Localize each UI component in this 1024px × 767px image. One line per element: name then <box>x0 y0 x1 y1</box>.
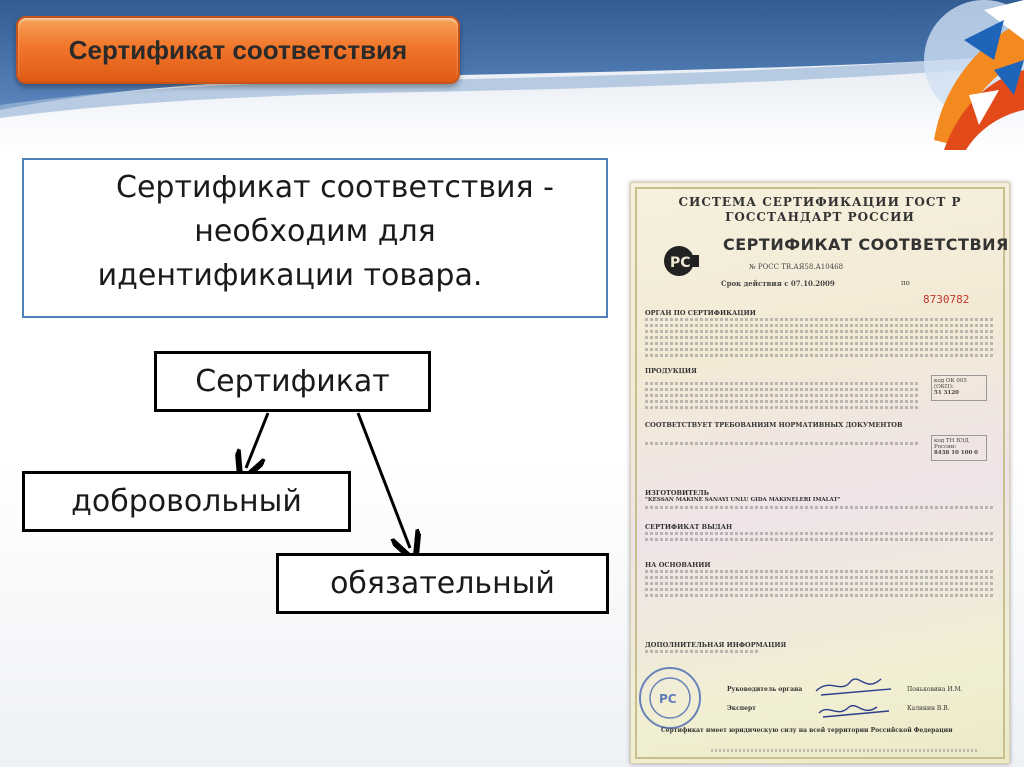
certificate-head-label: Руководитель органа <box>727 686 803 693</box>
certificate-code-okp-label: код ОК 005 (ОКП): <box>934 378 967 390</box>
certificate-extra-text <box>645 647 759 656</box>
arrow-to-voluntary <box>246 413 268 468</box>
certificate-footer-fineprint <box>711 749 979 752</box>
node-mandatory-label: обязательный <box>330 566 555 601</box>
certificate-stamp-icon <box>637 665 703 731</box>
statement-line-1: Сертификат соответствия - <box>116 170 554 205</box>
certificate-organ-text <box>645 315 995 360</box>
certificate-number <box>749 263 843 271</box>
node-certificate <box>154 351 431 412</box>
statement-box <box>22 158 608 318</box>
certificate-code-okp <box>931 375 987 401</box>
svg-text:PC: PC <box>670 255 691 271</box>
corner-arrows-logo-icon <box>874 0 1024 150</box>
certificate-validity-to: по <box>901 279 910 287</box>
certificate-section-manufacturer: ИЗГОТОВИТЕЛЬ <box>645 489 710 497</box>
certificate-section-issued: СЕРТИФИКАТ ВЫДАН <box>645 523 733 531</box>
certificate-product-text <box>645 379 919 412</box>
certificate-code-okp-value: 51 3120 <box>934 390 959 396</box>
certificate-section-basis: НА ОСНОВАНИИ <box>645 561 711 569</box>
certificate-footer: Сертификат имеет юридическую силу на всей территории Российской Федерации <box>661 727 953 734</box>
certificate-manufacturer-name: "KESSAN MAKINE SANAYI UNLU GIDA MAKINELERI IMALAT" <box>645 497 841 503</box>
certificate-section-product: ПРОДУКЦИЯ <box>645 367 697 375</box>
node-mandatory <box>276 553 609 614</box>
certificate-image <box>630 182 1010 764</box>
certificate-number-prefix: № <box>749 263 756 271</box>
certificate-code-tnved-value: 8438 10 100 0 <box>934 450 979 456</box>
certificate-header-1: СИСТЕМА СЕРТИФИКАЦИИ ГОСТ Р <box>678 195 962 209</box>
node-certificate-label: Сертификат <box>195 364 390 399</box>
certificate-title: СЕРТИФИКАТ СООТВЕТСТВИЯ <box>723 235 1009 254</box>
statement-line-3: идентификации товара. <box>97 258 483 293</box>
certificate-validity-label: Срок действия с <box>721 279 789 288</box>
certificate-section-compliance: СООТВЕТСТВУЕТ ТРЕБОВАНИЯМ НОРМАТИВНЫХ ДОКУМЕНТОВ <box>645 421 903 429</box>
certificate-code-tnved-label: код ТН ВЭД России: <box>934 438 969 450</box>
certificate-head-name: Поньковина И.М. <box>907 686 963 693</box>
arrow-to-mandatory <box>358 413 410 548</box>
certificate-validity-from: 07.10.2009 <box>790 279 835 288</box>
slide-title: Сертификат соответствия <box>68 34 408 65</box>
certificate-expert-label: Эксперт <box>727 705 756 712</box>
certificate-manufacturer-text <box>645 503 995 512</box>
certificate-compliance-text <box>645 439 919 448</box>
certificate-number-value: РОСС TR.АЯ58.А10468 <box>757 263 844 271</box>
statement-line-2: необходим для <box>194 214 436 249</box>
certificate-basis-text <box>645 567 995 600</box>
certificate-section-organ: ОРГАН ПО СЕРТИФИКАЦИИ <box>645 309 756 317</box>
certificate-serial: 8730782 <box>923 293 970 306</box>
certificate-header-2: ГОССТАНДАРТ РОССИИ <box>725 210 915 224</box>
certificate-code-tnved <box>931 435 987 461</box>
certificate-expert-name: Калинин В.В. <box>907 705 950 712</box>
rst-mark-icon <box>661 241 701 281</box>
certificate-issued-text <box>645 529 995 544</box>
node-voluntary <box>22 471 351 532</box>
certificate-signatures-icon <box>811 673 901 723</box>
certificate-section-extra: ДОПОЛНИТЕЛЬНАЯ ИНФОРМАЦИЯ <box>645 641 787 649</box>
svg-text:PC: PC <box>659 692 677 706</box>
slide-title-pill <box>16 16 460 84</box>
node-voluntary-label: добровольный <box>71 484 302 519</box>
certificate-validity <box>721 279 835 288</box>
